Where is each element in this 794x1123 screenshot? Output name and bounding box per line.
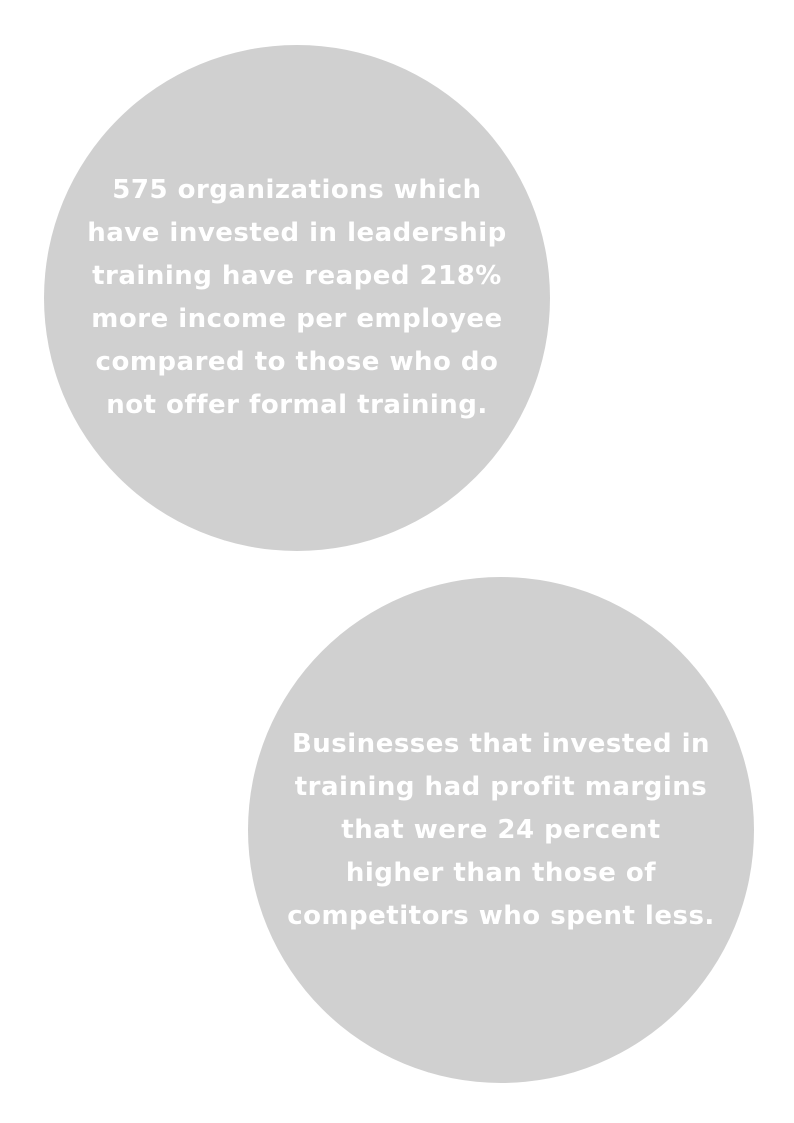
stat-text-line: have invested in leadership <box>87 218 507 248</box>
stat-circle-2-text <box>287 723 715 938</box>
stat-text-line: competitors who spent less. <box>287 900 715 931</box>
stat-circle-2 <box>248 577 754 1083</box>
stat-circle-1 <box>44 45 550 551</box>
stat-text-line: more income per employee <box>91 304 503 334</box>
stat-circle-1-text <box>87 169 507 427</box>
stat-text-line: that were 24 percent <box>341 814 661 845</box>
stat-text-line: training had profit margins <box>294 771 708 802</box>
stat-text-line: compared to those who do <box>95 347 499 377</box>
stat-text-line: training have reaped 218% <box>92 261 502 291</box>
stat-text-line: higher than those of <box>345 857 657 888</box>
stat-text-line: 575 organizations which <box>112 175 482 205</box>
stat-text-line: not offer formal training. <box>106 390 488 420</box>
stat-text-line: Businesses that invested in <box>291 728 711 759</box>
